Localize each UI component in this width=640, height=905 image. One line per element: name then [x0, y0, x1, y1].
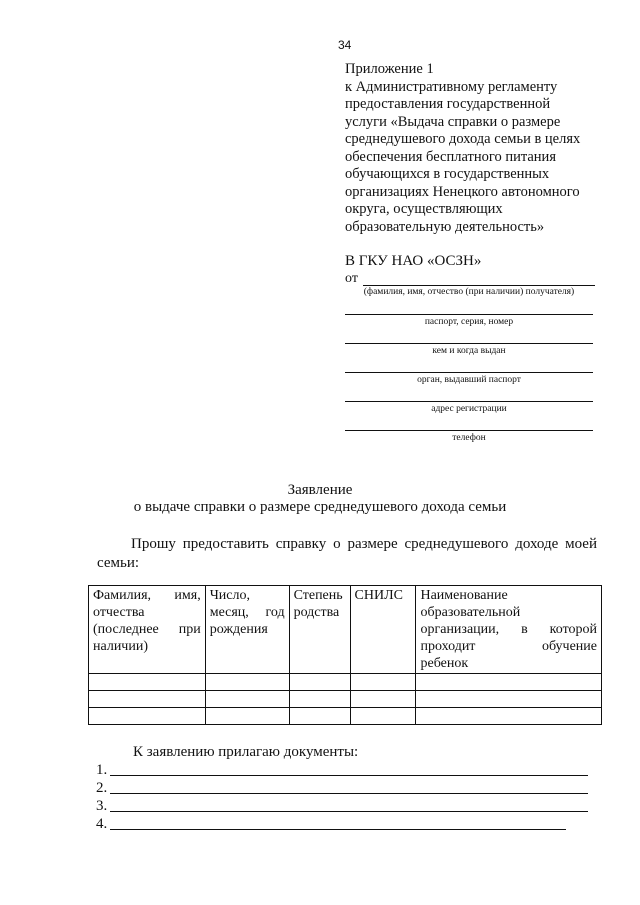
- from-label: от: [345, 271, 358, 286]
- field-caption-passport: паспорт, серия, номер: [424, 317, 514, 327]
- table-cell[interactable]: [416, 708, 602, 725]
- attachment-number: 4.: [96, 816, 108, 832]
- table-row: [89, 708, 602, 725]
- attachment-field[interactable]: [110, 793, 588, 794]
- recipient: В ГКУ НАО «ОСЗН»: [345, 253, 482, 269]
- header-full-name: Фамилия, имя, отчества (последнее при наличии): [89, 586, 206, 674]
- field-caption-issued: кем и когда выдан: [432, 346, 506, 356]
- registration-address-field[interactable]: [345, 401, 593, 402]
- field-caption-address: адрес регистрации: [431, 404, 507, 414]
- passport-number-field[interactable]: [345, 314, 593, 315]
- attachment-item: [96, 816, 596, 833]
- family-members-table: [88, 585, 602, 725]
- header-relationship: Степень родства: [289, 586, 350, 674]
- document-title: Заявление: [287, 482, 353, 498]
- field-caption-authority: орган, выдавший паспорт: [417, 375, 521, 385]
- table-cell[interactable]: [89, 674, 206, 691]
- appendix-line: обучающихся в государственных: [345, 166, 550, 182]
- appendix-line: организациях Ненецкого автономного: [345, 183, 580, 200]
- applicant-name-field[interactable]: [363, 285, 595, 286]
- header-snils: СНИЛС: [350, 586, 416, 674]
- table-header-row: [89, 586, 602, 674]
- field-caption-phone: телефон: [452, 433, 486, 443]
- appendix-block: [345, 61, 605, 236]
- table-cell[interactable]: [416, 691, 602, 708]
- table-cell[interactable]: [289, 674, 350, 691]
- phone-field[interactable]: [345, 430, 593, 431]
- appendix-line: округа, осуществляющих: [345, 201, 503, 217]
- appendix-line: образовательную деятельность»: [345, 218, 545, 235]
- document-subtitle: о выдаче справки о размере среднедушевого дохода семьи: [133, 499, 507, 515]
- header-organization: Наименование образовательной организации, в которой проходит обучение ребенок: [416, 586, 602, 674]
- attachment-field[interactable]: [110, 811, 588, 812]
- attachment-item: [96, 780, 596, 797]
- table-cell[interactable]: [350, 674, 416, 691]
- page-number: 34: [338, 38, 352, 52]
- table-cell[interactable]: [416, 674, 602, 691]
- table-cell[interactable]: [205, 674, 289, 691]
- request-text: [97, 535, 597, 573]
- issuing-authority-field[interactable]: [345, 372, 593, 373]
- table-cell[interactable]: [89, 708, 206, 725]
- table-row: [89, 674, 602, 691]
- attachment-number: 2.: [96, 780, 108, 796]
- issued-by-field[interactable]: [345, 343, 593, 344]
- attachment-field[interactable]: [110, 829, 566, 830]
- appendix-line: к Административному регламенту: [345, 78, 558, 95]
- attachment-number: 3.: [96, 798, 108, 814]
- appendix-line: предоставления государственной: [345, 96, 551, 112]
- table-cell[interactable]: [289, 708, 350, 725]
- attachment-item: [96, 798, 596, 815]
- attachment-number: 1.: [96, 762, 108, 778]
- table-cell[interactable]: [205, 708, 289, 725]
- table-cell[interactable]: [350, 708, 416, 725]
- attachment-item: [96, 762, 596, 779]
- attachments-label: К заявлению прилагаю документы:: [133, 744, 359, 760]
- table-cell[interactable]: [350, 691, 416, 708]
- appendix-line: услуги «Выдача справки о размере: [345, 113, 561, 130]
- request-line: Прошу предоставить справку о размере среднедушевого доходе моей: [131, 536, 597, 552]
- table-row: [89, 691, 602, 708]
- table-cell[interactable]: [89, 691, 206, 708]
- table-cell[interactable]: [205, 691, 289, 708]
- request-line: семьи:: [97, 555, 140, 571]
- table-cell[interactable]: [289, 691, 350, 708]
- attachment-field[interactable]: [110, 775, 588, 776]
- appendix-line: среднедушевого дохода семьи в целях: [345, 131, 581, 147]
- appendix-line: обеспечения бесплатного питания: [345, 148, 556, 165]
- field-caption-name: (фамилия, имя, отчество (при наличии) получателя): [363, 287, 575, 297]
- header-birth-date: Число, месяц, год рождения: [205, 586, 289, 674]
- appendix-line: Приложение 1: [345, 61, 434, 77]
